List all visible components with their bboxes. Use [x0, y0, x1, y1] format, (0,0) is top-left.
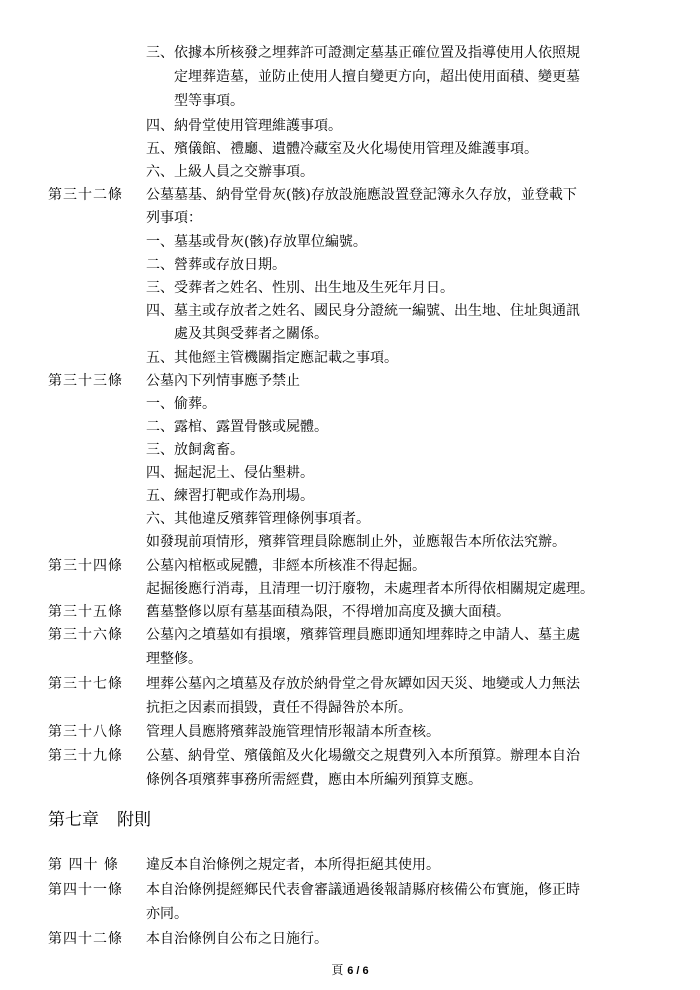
article-37-text: 抗拒之因素而損毀，責任不得歸咎於本所。	[146, 700, 412, 716]
article-37-label: 第三十七條	[48, 676, 123, 692]
article-32-text: 公墓墓基、納骨堂骨灰(骸)存放設施應設置登記簿永久存放，並登載下	[146, 187, 577, 203]
article-32-item-4-cont: 處及其與受葬者之關係。	[174, 326, 328, 342]
article-33-item-2: 二、露棺、露置骨骸或屍體。	[146, 419, 328, 435]
article-36-text: 理整修。	[146, 651, 202, 667]
article-41-text: 亦同。	[146, 906, 188, 922]
article-32-label: 第三十二條	[48, 187, 123, 203]
article-38-text: 管理人員應將殯葬設施管理情形報請本所查核。	[146, 724, 440, 740]
article-40-label: 第 四十 條	[48, 857, 119, 873]
article-33-item-5: 五、練習打靶或作為刑場。	[146, 488, 314, 504]
chapter-number: 第七章	[48, 810, 99, 830]
article-34-text: 起掘後應行消毒，且清理一切汙廢物，未處理者本所得依相關規定處理。	[146, 581, 594, 597]
chapter-heading	[48, 808, 151, 832]
article-40-text: 違反本自治條例之規定者，本所得拒絕其使用。	[146, 857, 440, 873]
item-6: 六、上級人員之交辦事項。	[146, 164, 314, 180]
article-34-text: 公墓內棺柩或屍體，非經本所核准不得起掘。	[146, 558, 426, 574]
article-39-text: 公墓、納骨堂、殯儀館及火化場繳交之規費列入本所預算。辦理本自治	[146, 748, 580, 764]
article-41-text: 本自治條例提經鄉民代表會審議通過後報請縣府核備公布實施，修正時	[146, 882, 580, 898]
article-35-label: 第三十五條	[48, 604, 123, 620]
article-32-item-2: 二、營葬或存放日期。	[146, 257, 286, 273]
article-42-label: 第四十二條	[48, 931, 123, 947]
article-37-text: 埋葬公墓內之墳墓及存放於納骨堂之骨灰罈如因天災、地變或人力無法	[146, 676, 580, 692]
page-footer	[0, 962, 700, 979]
article-33-item-3: 三、放飼禽畜。	[146, 442, 244, 458]
article-38-label: 第三十八條	[48, 724, 123, 740]
article-41-label: 第四十一條	[48, 882, 123, 898]
article-33-label: 第三十三條	[48, 373, 123, 389]
article-33-text: 公墓內下列情事應予禁止	[146, 373, 300, 389]
article-33-item-4: 四、掘起泥土、侵佔墾耕。	[146, 465, 314, 481]
item-3-cont: 型等事項。	[174, 93, 244, 109]
item-3-cont: 定埋葬造墓，並防止使用人擅自變更方向，超出使用面積、變更墓	[174, 69, 580, 85]
page-number: 6 / 6	[347, 965, 369, 977]
chapter-title: 附則	[117, 810, 151, 830]
article-33-closing: 如發現前項情形，殯葬管理員除應制止外，並應報告本所依法究辦。	[146, 534, 566, 550]
item-5: 五、殯儀館、禮廳、遺體冷藏室及火化場使用管理及維護事項。	[146, 141, 538, 157]
article-32-item-5: 五、其他經主管機關指定應記載之事項。	[146, 350, 398, 366]
article-32-item-3: 三、受葬者之姓名、性別、出生地及生死年月日。	[146, 280, 454, 296]
article-32-item-4: 四、墓主或存放者之姓名、國民身分證統一編號、出生地、住址與通訊	[146, 303, 580, 319]
article-35-text: 舊墓整修以原有墓基面積為限，不得增加高度及擴大面積。	[146, 604, 510, 620]
item-4: 四、納骨堂使用管理維護事項。	[146, 118, 342, 134]
article-32-item-1: 一、墓基或骨灰(骸)存放單位編號。	[146, 234, 367, 250]
item-3: 三、依據本所核發之埋葬許可證測定墓基正確位置及指導使用人依照規	[146, 45, 580, 61]
article-33-item-1: 一、偷葬。	[146, 396, 216, 412]
article-33-item-6: 六、其他違反殯葬管理條例事項者。	[146, 511, 370, 527]
article-36-text: 公墓內之墳墓如有損壞，殯葬管理員應即通知埋葬時之申請人、墓主處	[146, 627, 580, 643]
page-prefix: 頁	[331, 963, 344, 977]
article-32-text: 列事項：	[146, 210, 202, 226]
article-36-label: 第三十六條	[48, 627, 123, 643]
article-34-label: 第三十四條	[48, 558, 123, 574]
article-42-text: 本自治條例自公布之日施行。	[146, 931, 328, 947]
article-39-label: 第三十九條	[48, 748, 123, 764]
article-39-text: 條例各項殯葬事務所需經費，應由本所編列預算支應。	[146, 772, 482, 788]
